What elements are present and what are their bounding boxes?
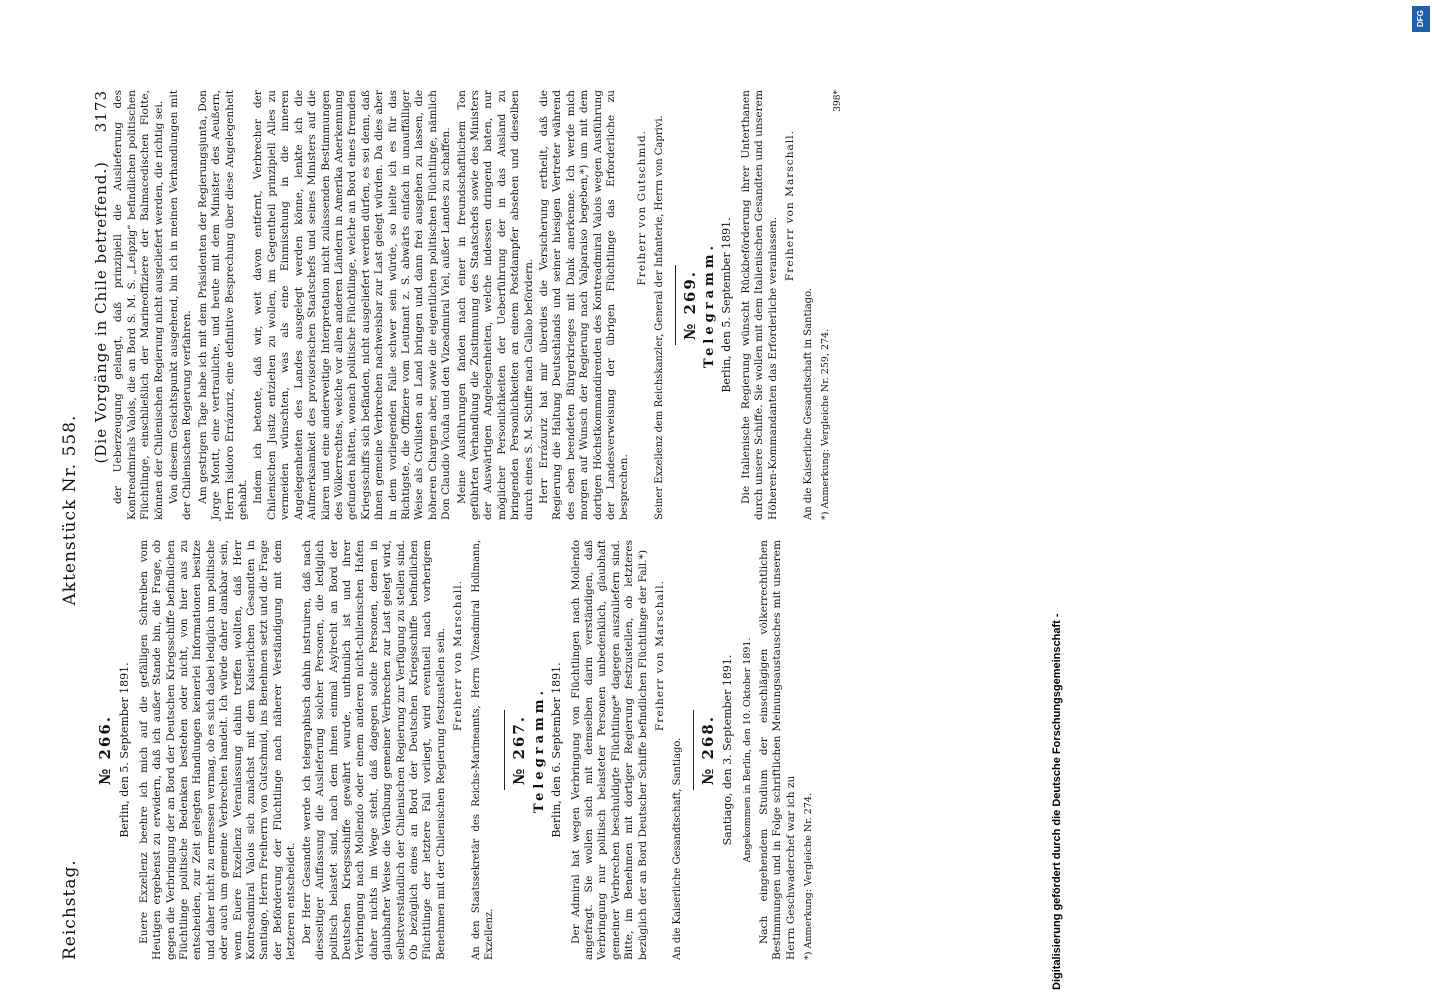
- column-right: [92, 90, 846, 520]
- date-266: Berlin, den 5. September 1891.: [118, 662, 132, 838]
- signature-mark: 398*: [833, 90, 844, 112]
- paragraph: der Ueberzeugung gelangt, daß prinzipiell die Auslieferung des Kontreadmirals Valois, die an Bord S. M. S. „Leipzig“ befindlichen politischen Flüchtlinge, einschließlich der Marineoffiziere der Balmacedischen Flotte, können der Chilenischen Regierung nicht ausgeliefert werden, die richtig sei.: [112, 90, 165, 520]
- paragraph: Meine Ausführungen fanden nach einer in freundschaftlichem Ton geführten Verhandlung die Zustimmung des Staatschefs sowie des Ministers der Auswärtigen Angelegenheiten, welche indessen dringend baten, nur möglicher Personlichkeiten der Ueberführung der in das Ausland zu bringenden Personlichkeiten an einem Postdampfer absehen und dieselben durch eines S. M. Schiffe nach Callao befördern.: [455, 90, 535, 520]
- paragraph: Die Italienische Regierung wünscht Rückbeförderung ihrer Unterthanen durch unsere Schiffe. Sie wollen mit dem Italienischen Gesandten und unserem Höheren-Kommandanten das Erforderliche veranlassen.: [739, 90, 779, 520]
- paragraph: Der Herr Gesandte werde ich telegraphisch dahin instruiren, daß nach diesseitiger Auffassung die Auslieferung solcher Personen, die lediglich politisch belastet sind, nach dem ihnen einmal Asylrecht an Bord der Deutschen Kriegsschiffe gewährt wurde, unthunlich ist und ihrer Verbringung nach Mollendo oder einem anderen nicht-chilenischen Hafen daher nichts im Wege steht, daß dagegen solche Personen, denen in glaubhafter Weise die Verübung gemeiner Verbrechen zur Last gelegt wird, selbstverständlich der Chilenischen Regierung zur Verfügung zu stellen sind. Ob bezüglich eines an Bord der Deutschen Kriegsschiffe befindlichen Flüchtlinge der letztere Fall vorliegt, wird eventuell nach vorherigem Benehmen mit der Chilenischen Regierung festzustellen sein.: [300, 540, 447, 960]
- date-269: Berlin, den 5. September 1891.: [720, 217, 734, 393]
- header-left: Reichstag.: [60, 859, 80, 960]
- doc-number-266: № 266.: [96, 714, 114, 786]
- addressee-269: An die Kaiserliche Gesandtschaft in Santiago.: [802, 287, 814, 520]
- signature-267: Freiherr von Marschall.: [654, 580, 667, 732]
- addressee-266: An den Staatssekretär des Reichs-Marineamts, Herrn Vizeadmiral Hollmann, Exzellenz.: [470, 540, 495, 960]
- addressee-267: An die Kaiserliche Gesandtschaft, Santiago.: [672, 737, 684, 960]
- signature-269: Freiherr von Marschall.: [784, 130, 797, 282]
- paragraph: Von diesem Gesichtspunkt ausgehend, bin ich in meinen Verhandlungen mit der Chilenischen Regierung verfahren.: [168, 90, 194, 520]
- paragraph: Nach eingehendem Studium der einschlägigen völkerrechtlichen Bestimmungen und in Folge schriftlichen Meinungsaustausches mit unserem Herrn Geschwaderchef war ich zu: [758, 540, 797, 960]
- paragraph: Indem ich betonte, daß wir, weit davon entfernt, Verbrecher der Chilenischen Justiz entziehen zu wollen, im Gegentheil prinzipiell Alles zu vermeiden wünschten, was als eine Einmischung in die inneren Angelegenheiten des Landes ausgelegt werden könne, lenkte ich die Aufmerksamkeit des provisorischen Staatschefs und seines Ministers auf die klaren und eine anderweitige Interpretation nicht zulassenden Bestimmungen des Völkerrechtes, welche vor allen anderen Ländern in Amerika Anerkennung gefunden hätten, wonach politische Flüchtlinge, welche an Bord eines fremden Kriegsschiffs sich befänden, nicht ausgeliefert werden dürfen, es sei denn, daß ihnen gemeine Verbrechen nachweisbar zur Last gelegt würden. Da dies aber in dem vorliegenden Falle schwer sein würde, so hielte ich es für das Richtigste, die Offiziere vom Leutnant z. S. abwärts einfach in unauffälliger Weise als Civilisten an Land bringen und dann frei ausgehen zu lassen, die höheren Chargen aber, sowie die eigentlichen politischen Flüchtlinge, nämlich Don Claudio Vicuña und den Vizeadmiral Viel, außer Landes zu schaffen.: [252, 90, 453, 520]
- divider: [504, 710, 505, 790]
- digitization-credit-strip: [1051, 0, 1432, 1000]
- paragraph: Herr Errázuriz hat mir überdies die Versicherung ertheilt, daß die Regierung die Haltung Deutschlands und seiner hiesigen Vertreter während des eben beendeten Bürgerkrieges mit Dank anerkenne. Ich werde mich morgen auf Wunsch der Regierung nach Valparaiso begeben,*) um mit dem dortigen Höchstkommandirenden des Kontreadmiral Valois wegen Ausführung der Landesverweisung der übrigen Flüchtlinge das Erforderliche zu besprechen.: [538, 90, 631, 520]
- dfg-logo: DFG: [1412, 6, 1430, 32]
- digitization-credit: Digitalisierung gefördert durch die Deutsche Forschungsgemeinschaft -: [1051, 613, 1064, 990]
- header-center: Aktenstück Nr. 558.: [60, 414, 80, 606]
- heading-269: Telegramm.: [702, 241, 718, 369]
- header-right: (Die Vorgänge in Chile betreffend.): [92, 161, 110, 464]
- doc-number-267: № 267.: [510, 714, 529, 786]
- signature-268: Freiherr von Gutschmid.: [635, 130, 648, 286]
- footnote: *) Anmerkung: Vergleiche Nr. 259, 274.: [819, 328, 831, 520]
- signature-266: Freiherr von Marschall.: [452, 580, 465, 732]
- heading-267: Telegramm.: [531, 686, 547, 814]
- footnote: *) Anmerkung: Vergleiche Nr. 274.: [803, 793, 815, 960]
- divider: [693, 710, 694, 790]
- column-left: [95, 540, 816, 960]
- paragraph: Am gestrigen Tage habe ich mit dem Präsidenten der Regierungsjunta, Don Jorge Montt, eine vertrauliche, und heute mit dem Minister des Aeußern, Herrn Isidoro Errázuriz, eine definitive Besprechung über diese Angelegenheit gehabt.: [196, 90, 250, 520]
- paragraph: Euere Exzellenz beehre ich mich auf die gefälligen Schreiben vom Heutigen ergebenst zu erwidern, daß ich außer Stande bin, die Frage, ob gegen die Verbringung der an Bord der Deutschen Kriegsschiffe befindlichen Flüchtlinge politische Bedenken bestehen oder nicht, von hier aus zu entscheiden, zur Zeit gelegten Handlungen keinerlei Informationen besitze und daher nicht zu ermessen vermag, ob es sich dabei lediglich um politische oder auch um gemeine Verbrechen handelt. Ich würde daher dankbar sein, wenn Euere Exzellenz Veranlassung dahin treffen wollten, daß Herr Kontreadmiral Valois sich zunächst mit dem Kaiserlichen Gesandten in Santiago, Herrn Freiherrn von Gutschmid, ins Benehmen setzt und die Frage der Beförderung der Flüchtlinge nach näherer Verständigung mit dem letzteren entscheidet.: [137, 540, 298, 960]
- page-number: 3173: [92, 90, 110, 133]
- addressee-268: Seiner Exzellenz dem Reichskanzler, General der Infanterie, Herrn von Caprivi.: [654, 115, 666, 520]
- date-267: Berlin, den 6. September 1891.: [550, 662, 564, 838]
- paragraph: Der Admiral hat wegen Verbringung von Flüchtlingen nach Mollendo angefragt. Sie wollen sich mit demselben darin verständigen, daß Verbringung nur politisch belasteter Personen unbedenklich, glaubhaft gemeiner Verbrechen beschuldigte Flüchtlinge* dagegen auszuliefern sind. Bitte, im Benehmen mit dortiger Regierung festzustellen, ob letzteres bezüglich der an Bord Deutscher Schiffe befindlichen Flüchtlinge der Fall.*): [569, 540, 649, 960]
- received-268: Angekommen in Berlin, den 10. Oktober 1891.: [741, 637, 753, 863]
- doc-number-268: № 268.: [698, 714, 717, 786]
- running-header: [60, 60, 88, 960]
- doc-number-269: № 269.: [680, 269, 699, 341]
- divider: [675, 265, 676, 345]
- date-268: Santiago, den 3. September 1891.: [721, 654, 735, 846]
